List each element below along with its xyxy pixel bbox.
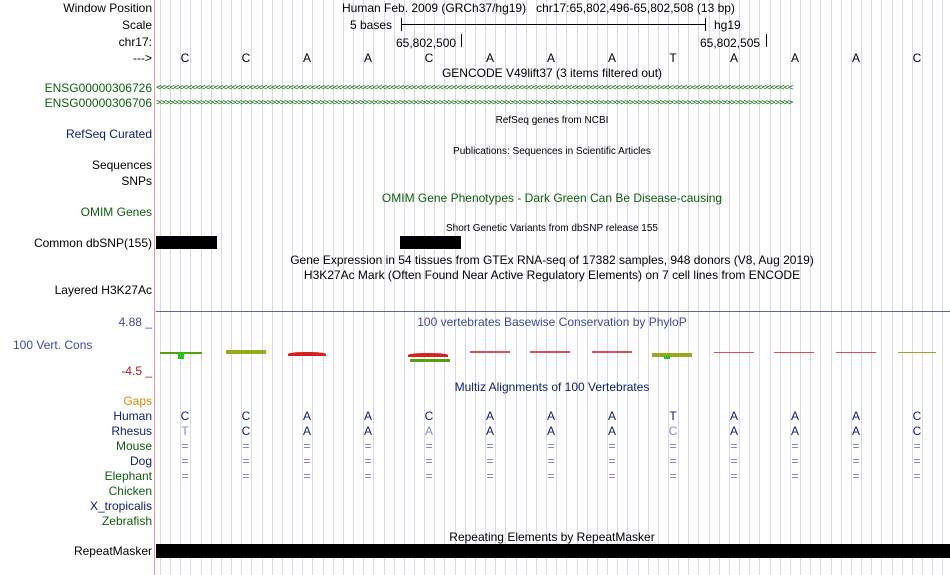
alignment-base: = xyxy=(852,439,860,453)
alignment-base: = xyxy=(242,454,250,468)
alignment-base: = xyxy=(303,454,311,468)
reference-base: A xyxy=(790,51,799,65)
alignment-base: C xyxy=(912,424,922,438)
gene-name-1[interactable]: ENSG00000306726 xyxy=(44,81,152,95)
alignment-base: T xyxy=(181,424,189,438)
alignment-base: = xyxy=(669,469,677,483)
reference-base: A xyxy=(363,51,372,65)
alignment-base: A xyxy=(363,409,372,423)
sequences-track-label[interactable]: Sequences xyxy=(91,158,152,172)
conservation-min-value: -4.5 _ xyxy=(121,364,152,378)
species-label-human[interactable]: Human xyxy=(113,409,152,423)
alignment-base: A xyxy=(851,409,860,423)
alignment-base: = xyxy=(486,469,494,483)
alignment-base: = xyxy=(547,469,555,483)
alignment-base: = xyxy=(608,454,616,468)
reference-base: A xyxy=(729,51,738,65)
alignment-base: = xyxy=(791,439,799,453)
alignment-base: = xyxy=(547,454,555,468)
species-label-rhesus[interactable]: Rhesus xyxy=(111,424,152,438)
alignment-base: A xyxy=(607,409,616,423)
alignment-base: = xyxy=(547,439,555,453)
alignment-base: A xyxy=(851,424,860,438)
alignment-base: = xyxy=(303,439,311,453)
alignment-base: = xyxy=(852,469,860,483)
alignment-base: = xyxy=(181,469,189,483)
cons-bar-1-point xyxy=(178,353,184,359)
cons-bar-11 xyxy=(774,352,814,353)
species-label-mouse[interactable]: Mouse xyxy=(115,439,152,453)
alignment-base: = xyxy=(791,469,799,483)
species-label-elephant[interactable]: Elephant xyxy=(104,469,152,483)
alignment-base: = xyxy=(181,454,189,468)
scale-bases: 5 bases xyxy=(350,18,393,32)
omim-track-label[interactable]: OMIM Genes xyxy=(80,205,152,219)
gene-name-2[interactable]: ENSG00000306706 xyxy=(44,96,152,110)
alignment-base: = xyxy=(669,454,677,468)
alignment-base: = xyxy=(913,469,921,483)
omim-track-title: OMIM Gene Phenotypes - Dark Green Can Be Disease-causing xyxy=(381,191,723,205)
refseq-track-label[interactable]: RefSeq Curated xyxy=(65,127,152,141)
cons-bar-9-point xyxy=(664,356,670,359)
alignment-base: A xyxy=(363,424,372,438)
species-label-x-tropicalis[interactable]: X_tropicalis xyxy=(89,499,152,513)
reference-base: C xyxy=(241,51,251,65)
alignment-base: A xyxy=(729,424,738,438)
alignment-base: = xyxy=(913,439,921,453)
conservation-track-title: 100 vertebrates Basewise Conservation by PhyloP xyxy=(417,315,687,329)
species-label-zebrafish[interactable]: Zebrafish xyxy=(101,514,152,528)
h3k27ac-track-label[interactable]: Layered H3K27Ac xyxy=(54,283,152,297)
alignment-base: = xyxy=(364,439,372,453)
label-separator xyxy=(154,0,155,575)
dbsnp-variant-2[interactable] xyxy=(400,236,461,249)
alignment-base: = xyxy=(730,439,738,453)
strand-label: ---> xyxy=(133,51,152,65)
conservation-track-label[interactable]: 100 Vert. Cons xyxy=(13,338,93,352)
dbsnp-track-title: Short Genetic Variants from dbSNP release 155 xyxy=(446,223,658,234)
alignment-base: C xyxy=(180,409,190,423)
alignment-base: = xyxy=(791,454,799,468)
alignment-base: = xyxy=(425,469,433,483)
refseq-track-title: RefSeq genes from NCBI xyxy=(495,115,609,126)
alignment-base: C xyxy=(912,409,922,423)
alignment-base: A xyxy=(485,424,494,438)
cons-bar-8 xyxy=(592,351,632,353)
alignment-base: A xyxy=(302,424,311,438)
alignment-base: = xyxy=(608,469,616,483)
gene-1-reverse-strand-arrows[interactable]: <<<<<<<<<<<<<<<<<<<<<<<<<<<<<<<<<<<<<<<<<<<<<<<<<<<<<<<<<<<<<<<<<<<<<<<<<<<<<<<<<<<<<<<<<<<<<<<<<<<<<<<<<<<<<<<<<<<<<<<<<<<<<<<<<<<<<<<<<<<<<<<< xyxy=(156,84,793,93)
dbsnp-variant-1[interactable] xyxy=(156,236,217,249)
species-label-chicken[interactable]: Chicken xyxy=(108,484,152,498)
alignment-base: = xyxy=(425,454,433,468)
gtex-track-title: Gene Expression in 54 tissues from GTEx RNA-seq of 17382 samples, 948 donors (V8, Aug 2019) xyxy=(290,253,814,267)
alignment-base: = xyxy=(364,469,372,483)
reference-base: C xyxy=(912,51,922,65)
reference-base: A xyxy=(302,51,311,65)
reference-base: A xyxy=(607,51,616,65)
repeatmasker-element[interactable] xyxy=(156,544,950,558)
alignment-base: A xyxy=(607,424,616,438)
position-right-tick xyxy=(766,34,767,47)
alignment-base: A xyxy=(546,409,555,423)
scale-label: Scale xyxy=(121,18,152,32)
alignment-base: = xyxy=(364,454,372,468)
cons-bar-6 xyxy=(470,351,510,353)
alignment-base: A xyxy=(546,424,555,438)
alignment-base: = xyxy=(181,439,189,453)
alignment-base: = xyxy=(486,439,494,453)
snps-track-label[interactable]: SNPs xyxy=(121,174,152,188)
window-position-label: Window Position xyxy=(63,1,152,15)
alignment-base: A xyxy=(790,409,799,423)
h3k27ac-baseline xyxy=(156,311,950,312)
alignment-base: A xyxy=(424,424,433,438)
scale-bar xyxy=(401,24,706,25)
conservation-max-value: 4.88 _ xyxy=(118,315,152,329)
gaps-label: Gaps xyxy=(123,394,152,408)
scale-bar-left-tick xyxy=(401,18,402,31)
cons-bar-12 xyxy=(836,352,876,353)
alignment-base: C xyxy=(424,409,434,423)
alignment-base: A xyxy=(790,424,799,438)
position-left: 65,802,500 xyxy=(396,36,457,50)
alignment-base: C xyxy=(241,409,251,423)
scale-bar-right-tick xyxy=(705,18,706,31)
scale-assembly: hg19 xyxy=(714,18,741,32)
gene-2-forward-strand-arrows[interactable]: >>>>>>>>>>>>>>>>>>>>>>>>>>>>>>>>>>>>>>>>>>>>>>>>>>>>>>>>>>>>>>>>>>>>>>>>>>>>>>>>>>>>>>>>>>>>>>>>>>>>>>>>>>>>>>>>>>>>>>>>>>>>>>>>>>>>>>>>>>>>>>>> xyxy=(156,99,793,108)
cons-bar-5-lower xyxy=(410,359,450,362)
reference-base: T xyxy=(669,51,677,65)
multiz-track-title: Multiz Alignments of 100 Vertebrates xyxy=(454,380,650,394)
reference-base: A xyxy=(485,51,494,65)
reference-base: A xyxy=(546,51,555,65)
alignment-base: = xyxy=(852,454,860,468)
cons-bar-9 xyxy=(652,353,692,357)
alignment-base: A xyxy=(485,409,494,423)
position-right: 65,802,505 xyxy=(700,36,761,50)
species-label-dog[interactable]: Dog xyxy=(129,454,152,468)
publications-track-title: Publications: Sequences in Scientific Articles xyxy=(453,146,651,157)
cons-bar-3 xyxy=(288,352,326,356)
chrom-label: chr17: xyxy=(118,35,152,49)
dbsnp-track-label[interactable]: Common dbSNP(155) xyxy=(33,236,152,250)
cons-bar-5 xyxy=(408,353,448,357)
reference-base: A xyxy=(851,51,860,65)
reference-base: C xyxy=(180,51,190,65)
alignment-base: = xyxy=(913,454,921,468)
alignment-base: A xyxy=(302,409,311,423)
alignment-base: = xyxy=(303,469,311,483)
alignment-base: = xyxy=(486,454,494,468)
alignment-base: C xyxy=(668,424,678,438)
alignment-base: = xyxy=(425,439,433,453)
position-left-tick xyxy=(461,34,462,47)
alignment-base: = xyxy=(730,454,738,468)
alignment-base: = xyxy=(242,469,250,483)
cons-bar-13 xyxy=(898,352,936,353)
repeatmasker-track-title: Repeating Elements by RepeatMasker xyxy=(449,530,655,544)
cons-bar-7 xyxy=(530,351,570,353)
cons-bar-10 xyxy=(714,352,754,353)
repeatmasker-track-label[interactable]: RepeatMasker xyxy=(73,544,152,558)
alignment-base: = xyxy=(730,469,738,483)
cons-bar-2 xyxy=(226,350,266,354)
alignment-base: A xyxy=(729,409,738,423)
h3k27ac-track-title: H3K27Ac Mark (Often Found Near Active Regulatory Elements) on 7 cell lines from ENCODE xyxy=(303,268,801,282)
alignment-base: = xyxy=(669,439,677,453)
alignment-base: = xyxy=(608,439,616,453)
reference-base: C xyxy=(424,51,434,65)
alignment-base: = xyxy=(242,439,250,453)
gencode-track-title: GENCODE V49lift37 (3 items filtered out) xyxy=(441,66,663,80)
alignment-base: C xyxy=(241,424,251,438)
alignment-base: T xyxy=(669,409,677,423)
window-position-value: Human Feb. 2009 (GRCh37/hg19) chr17:65,802,496-65,802,508 (13 bp) xyxy=(342,1,735,15)
